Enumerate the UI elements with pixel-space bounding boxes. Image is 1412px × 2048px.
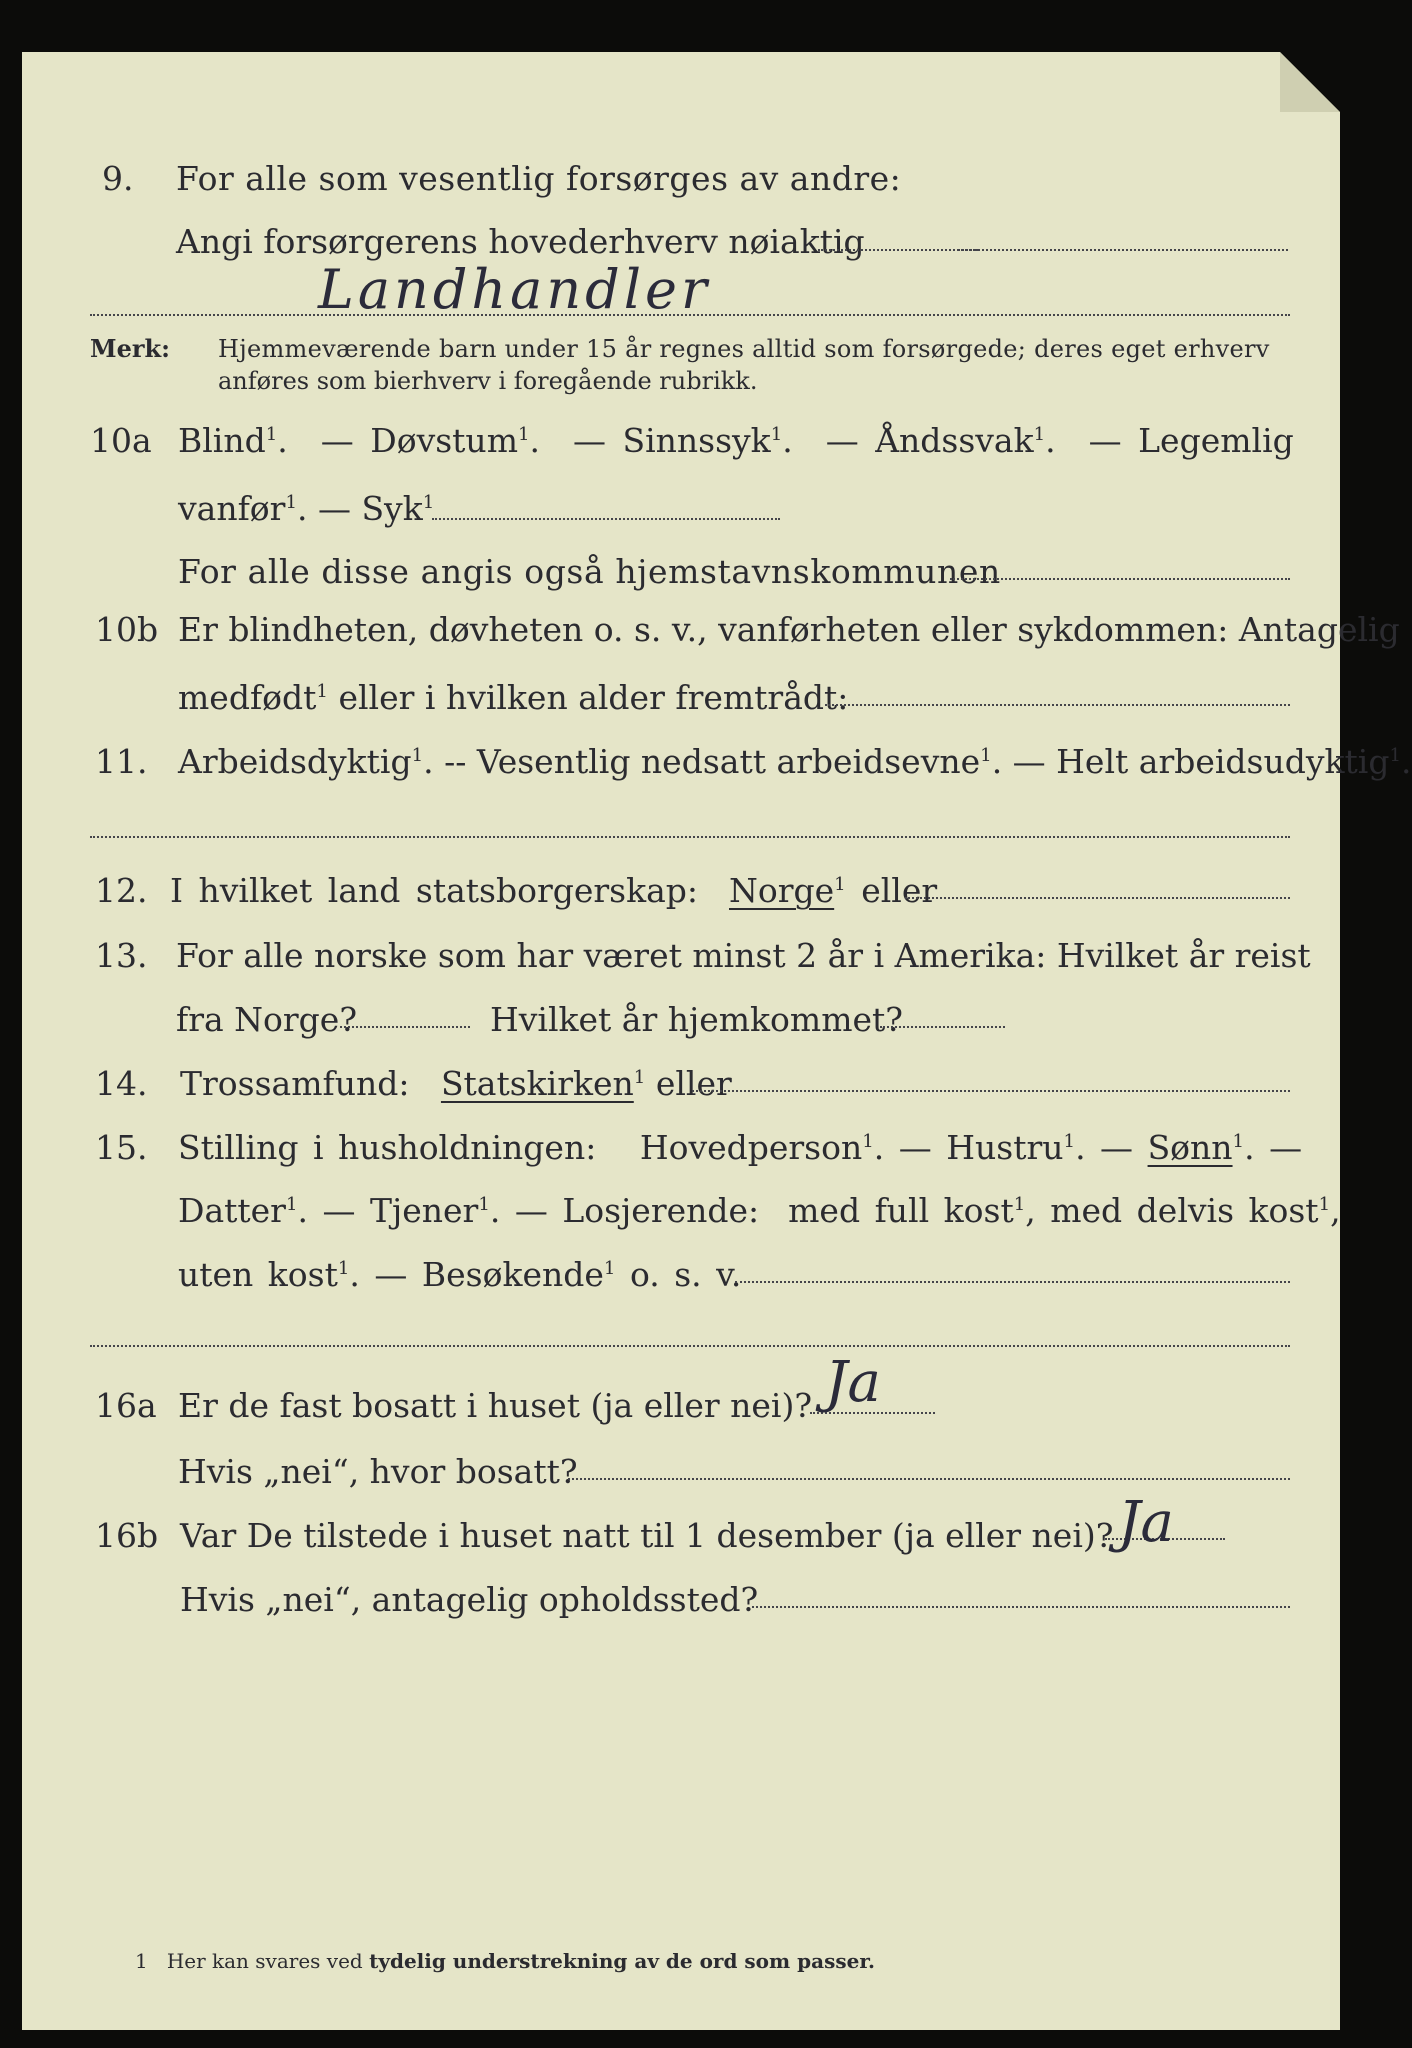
opt-vanfor: vanfør — [178, 489, 286, 528]
q16b-line1: Var De tilstede i huset natt til 1 desember (ja eller nei)? — [180, 1516, 1114, 1555]
opt-legemlig: — Legemlig — [1088, 421, 1294, 460]
q14-fill-dots — [692, 1090, 1290, 1092]
opt-arbeidsdyktig: Arbeidsdyktig — [178, 742, 412, 781]
q10a-number: 10a — [90, 421, 152, 460]
q16a-number: 16a — [95, 1386, 157, 1425]
q10a-line3-dots — [950, 578, 1290, 580]
footnote: 1 Her kan svares ved tydelig understrekning av de ord som passer. — [135, 1949, 875, 1973]
q16a-handwritten-answer: Ja — [825, 1350, 881, 1415]
q16a-line2: Hvis „nei“, hvor bosatt? — [178, 1452, 578, 1491]
q16a-line2-dots — [568, 1478, 1290, 1480]
q12-line1: I hvilket land statsborgerskap: Norge$^1$ eller — [170, 871, 938, 910]
q16b-number: 16b — [95, 1516, 159, 1555]
opt-statskirken: Statskirken — [440, 1064, 634, 1103]
footnote-mark: 1 — [135, 1949, 148, 1973]
q10a-fill-dots — [432, 518, 780, 520]
q10b-fill-dots — [825, 704, 1290, 706]
q10a-line2: vanfør$^1$. — Syk$^1$ — [178, 489, 435, 528]
opt-besokende: . — Besøkende — [349, 1255, 604, 1294]
q14-number: 14. — [95, 1064, 148, 1103]
opt-hovedperson: Hovedperson — [639, 1128, 863, 1167]
q15-answer-line — [90, 1345, 1290, 1347]
opt-blind: Blind — [178, 421, 266, 460]
opt-hustru: . — Hustru — [873, 1128, 1064, 1167]
q11-number: 11. — [95, 742, 148, 781]
merk-line1: Hjemmeværende barn under 15 år regnes alltid som forsørgede; deres eget erhverv — [218, 335, 1270, 363]
q10b-number: 10b — [95, 610, 159, 649]
q11-answer-line — [90, 836, 1290, 838]
opt-medfodt: medfødt — [178, 678, 317, 717]
opt-tjener: . — Tjener — [297, 1191, 479, 1230]
opt-full-kost: med full kost — [788, 1191, 1014, 1230]
q9-line1: For alle som vesentlig forsørges av andre: — [176, 159, 902, 198]
opt-dovstum: — Døvstum — [320, 421, 518, 460]
q10a-line3: For alle disse angis også hjemstavnskommunen — [178, 552, 1001, 591]
q16a-line1: Er de fast bosatt i huset (ja eller nei)? — [178, 1386, 813, 1425]
q9-handwritten-answer: Landhandler — [318, 258, 711, 321]
q16b-line2-dots — [752, 1606, 1290, 1608]
opt-andssvak: — Åndssvak — [825, 421, 1034, 460]
q13-fill-dots-2 — [880, 1026, 1005, 1028]
opt-nedsatt: . -- Vesentlig nedsatt arbeidsevne — [423, 742, 981, 781]
q15-line2: Datter$^1$. — Tjener$^1$. — Losjerende: med full kost$^1$, med delvis kost$^1$, — [178, 1191, 1341, 1230]
opt-uten-kost: uten kost — [178, 1255, 338, 1294]
q16b-line2: Hvis „nei“, antagelig opholdssted? — [180, 1580, 759, 1619]
opt-losjerende: . — Losjerende: — [489, 1191, 760, 1230]
q16b-handwritten-answer: Ja — [1118, 1490, 1174, 1555]
q13-line1: For alle norske som har været minst 2 år i Amerika: Hvilket år reist — [176, 936, 1311, 975]
q13-fill-dots-1 — [340, 1026, 470, 1028]
q9-answer-line — [90, 314, 1290, 316]
q15-line1: Stilling i husholdningen: Hovedperson$^1$. — Hustru$^1$. — Sønn$^1$. — — [178, 1128, 1303, 1167]
opt-delvis-kost: , med delvis kost — [1025, 1191, 1319, 1230]
opt-sonn: Sønn — [1147, 1128, 1233, 1167]
merk-line2: anføres som bierhverv i foregående rubrikk. — [218, 367, 758, 395]
opt-syk: . — Syk — [296, 489, 423, 528]
q15-line3: uten kost$^1$. — Besøkende$^1$ o. s. v. — [178, 1255, 742, 1294]
q12-fill-dots — [905, 897, 1290, 899]
q13-number: 13. — [95, 936, 148, 975]
q15-number: 15. — [95, 1128, 148, 1167]
q9-fill-dots-2 — [958, 249, 1288, 251]
q10a-line1: Blind$^1$. — Døvstum$^1$. — Sinnssyk$^1$. — Åndssvak$^1$. — Legemlig — [178, 421, 1294, 460]
q9-line2: Angi forsørgerens hovederhverv nøiaktig — [176, 222, 865, 261]
merk-label: Merk: — [90, 334, 170, 363]
q10b-line2: medfødt$^1$ eller i hvilken alder fremtrådt: — [178, 678, 849, 717]
q10b-line1: Er blindheten, døvheten o. s. v., vanførheten eller sykdommen: Antagelig — [178, 610, 1400, 649]
folded-corner — [1280, 52, 1340, 112]
q14-line1: Trossamfund: Statskirken$^1$ eller — [180, 1064, 732, 1103]
opt-sinnssyk: — Sinnssyk — [573, 421, 771, 460]
q11-line1: Arbeidsdyktig$^1$. -- Vesentlig nedsatt arbeidsevne$^1$. — Helt arbeidsudyktig$^1$. — [178, 742, 1412, 781]
q13-line2b: Hvilket år hjemkommet? — [490, 1000, 903, 1039]
q15-fill-dots — [735, 1281, 1290, 1283]
opt-norge: Norge — [729, 871, 835, 910]
opt-datter: Datter — [178, 1191, 286, 1230]
q12-number: 12. — [95, 871, 148, 910]
q9-number: 9. — [102, 159, 134, 198]
q9-fill-dots — [818, 249, 978, 251]
opt-udyktig: . — Helt arbeidsudyktig — [991, 742, 1390, 781]
q13-line2a: fra Norge? — [176, 1000, 358, 1039]
